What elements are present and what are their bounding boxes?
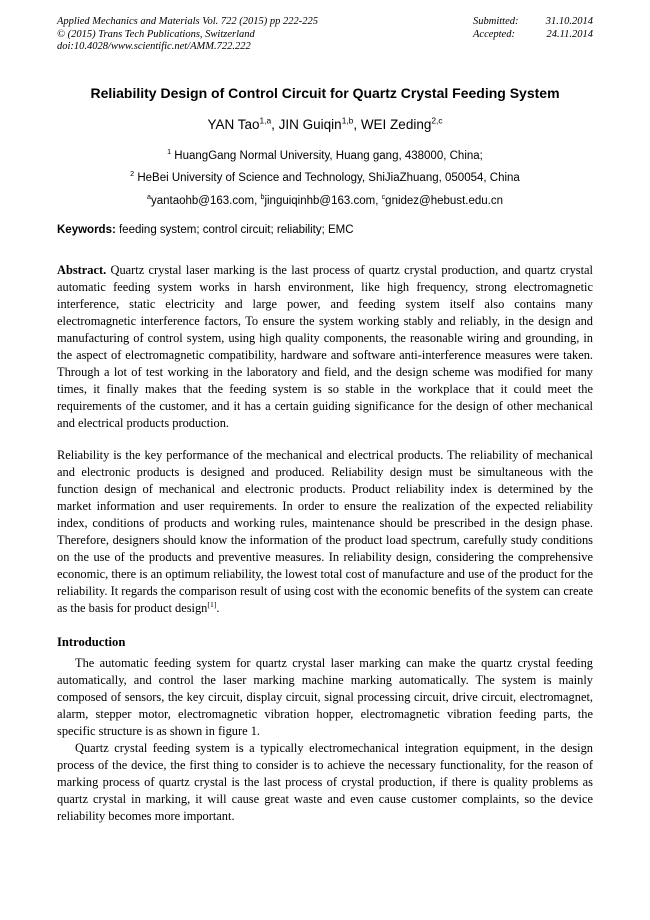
affiliation-superscript: 1 (167, 147, 172, 156)
author-name: YAN Tao (207, 116, 260, 132)
submitted-label: Submitted: (473, 16, 519, 27)
accepted-date: 24.11.2014 (546, 28, 593, 40)
accepted-line (473, 29, 593, 42)
affiliation-line (57, 167, 593, 190)
email-superscript: c (381, 192, 386, 201)
affiliations-block (57, 145, 593, 213)
journal-volume-line: Applied Mechanics and Materials Vol. 722 (2015) pp 222-225 (57, 16, 319, 27)
email-superscript: b (260, 192, 265, 201)
introduction-body (57, 655, 593, 825)
paper-title: Reliability Design of Control Circuit for Quartz Crystal Feeding System (90, 84, 560, 101)
journal-copyright-line: © (2015) Trans Tech Publications, Switzerland (57, 28, 255, 40)
introduction-paragraph-2: Quartz crystal feeding system is a typically electromechanical integration equipment, in the design process of the device, the first thing to consider is to achieve the necessary functionality, for the reason of marking process of quartz crystal is the last process of crystal production, if there is quality problems as quartz crystal in marking, it will cause great waste and even cause customer complaints, so the device reliability becomes more important. (57, 741, 593, 823)
email-superscript: a (147, 192, 151, 201)
journal-header (57, 16, 593, 54)
introduction-paragraph-1: The automatic feeding system for quartz crystal laser marking can make the quartz crystal feeding automatically, and control the laser marking machine marking automatically. The system is mainly composed of sensors, the key circuit, display circuit, signal processing circuit, drive circuit, electromagnet, alarm, stepper motor, electromagnetic vibration hopper, electromagnetic vibration feeding parts, the specific structure is as shown in figure 1. (57, 656, 593, 738)
journal-header-right (473, 16, 593, 41)
author-name: , WEI Zeding (353, 116, 432, 132)
section-heading-introduction: Introduction (57, 635, 126, 649)
abstract-paragraph (57, 262, 593, 432)
citation-reference: [1] (207, 599, 217, 609)
affiliation-text: HeBei University of Science and Technology, ShiJiaZhuang, 050054, China (134, 172, 520, 184)
author-superscript: 2,c (431, 115, 443, 125)
journal-doi-line: doi:10.4028/www.scientific.net/AMM.722.222 (57, 41, 251, 52)
author-superscript: 1,b (341, 115, 354, 125)
affiliation-line (57, 145, 593, 168)
authors-line (57, 117, 593, 132)
author-name: , JIN Guiqin (271, 116, 342, 132)
email-address: jinguiqinhb@163.com, (264, 194, 382, 207)
email-address: gnidez@hebust.edu.cn (385, 194, 503, 207)
abstract-label: Abstract. (57, 263, 107, 277)
reliability-paragraph (57, 447, 593, 617)
submitted-line (473, 16, 593, 29)
author-superscript: 1,a (259, 115, 272, 125)
reliability-text: Reliability is the key performance of the mechanical and electrical products. The reliability of mechanical and electronic products is designed and produced. Reliability design must be simultaneous with the function design of mechanical and electronic products. Product reliability index is determined by the market information and user requirements. In order to ensure the realization of the expected reliability index, conditions of products and working rules, maintenance should be prescribed in the design phase. Therefore, designers should know the information of the product load spectrum, carefully study conditions on the use of the products and preventive measures. In reliability design, considering the comprehensive economic, there is an optimum reliability, the lowest total cost of manufacture and use of the product for the reliability. It regards the comparison result of using cost with the economic benefits of the system can create as the basis for product design (57, 448, 593, 615)
submitted-date: 31.10.2014 (545, 16, 593, 27)
reliability-text-tail: . (216, 601, 220, 615)
keywords-label: Keywords: (57, 224, 116, 236)
keywords-text: feeding system; control circuit; reliability; EMC (115, 224, 354, 236)
email-address: yantaohb@163.com, (150, 194, 261, 207)
affiliation-superscript: 2 (130, 170, 135, 179)
accepted-label: Accepted: (473, 28, 515, 40)
abstract-text: Quartz crystal laser marking is the last process of quartz crystal production, and quartz crystal automatic feeding system works in harsh environment, like high frequency, strong electromagnetic interference, static electricity and large power, and feeding system itself also contains many electromagnetic interference factors, To ensure the system working stably and reliably, in the design and manufacturing of control system, using high quality components, the reasonable wiring and grounding, in the aspect of electromagnetic compatibility, hardware and software anti-interference measures were taken. Through a lot of test working in the laboratory and field, and the design scheme was modified for many times, it finally makes that the feeding system is so stable in the workplace that it could meet the requirements of the customer, and it has a certain guiding significance for the design of other mechanical and electrical products production. (57, 263, 593, 430)
keywords-line (57, 223, 593, 237)
emails-line (57, 190, 593, 213)
affiliation-text: HuangGang Normal University, Huang gang, 438000, China; (171, 149, 483, 162)
journal-header-left (57, 16, 318, 54)
